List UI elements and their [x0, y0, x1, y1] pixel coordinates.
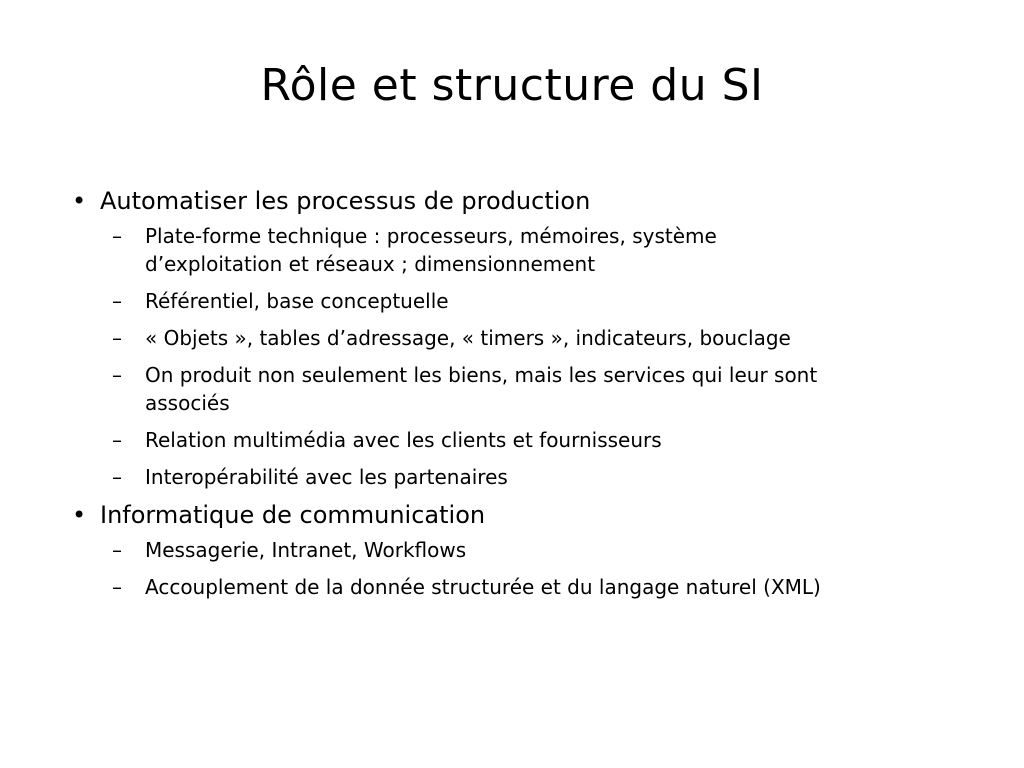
- bullet-text: Automatiser les processus de production: [100, 187, 591, 215]
- dash-icon: –: [112, 289, 122, 313]
- sub-item: [72, 287, 972, 315]
- sub-item: [72, 324, 972, 352]
- sub-list-automatiser: [72, 222, 972, 491]
- sub-item-text: Relation multimédia avec les clients et fournisseurs: [145, 428, 662, 452]
- sub-item-text: On produit non seulement les biens, mais les services qui leur sont associés: [145, 363, 818, 415]
- dash-icon: –: [112, 575, 122, 599]
- sub-item-text: Messagerie, Intranet, Workflows: [145, 538, 467, 562]
- slide-title: Rôle et structure du SI: [260, 60, 764, 111]
- dash-icon: –: [112, 538, 122, 562]
- dash-icon: –: [112, 363, 122, 387]
- sub-item: [72, 361, 972, 417]
- sub-item-text: « Objets », tables d’adressage, « timers », indicateurs, bouclage: [145, 326, 791, 350]
- dash-icon: –: [112, 428, 122, 452]
- sub-item: [72, 536, 972, 564]
- sub-list-informatique: [72, 536, 972, 601]
- bullet-icon: •: [72, 187, 87, 215]
- sub-item: [72, 222, 972, 278]
- bullet-icon: •: [72, 501, 87, 529]
- bullet-item-automatiser: [72, 186, 972, 216]
- sub-item-text: Accouplement de la donnée structurée et du langage naturel (XML): [145, 575, 821, 599]
- dash-icon: –: [112, 224, 122, 248]
- slide-content: [72, 186, 972, 610]
- sub-item-text: Interopérabilité avec les partenaires: [145, 465, 508, 489]
- sub-item: [72, 463, 972, 491]
- sub-item-text: Plate-forme technique : processeurs, mémoires, système d’exploitation et réseaux ; dimensionnement: [145, 224, 717, 276]
- dash-icon: –: [112, 326, 122, 350]
- sub-item-text: Référentiel, base conceptuelle: [145, 289, 449, 313]
- bullet-text: Informatique de communication: [100, 501, 486, 529]
- sub-item: [72, 573, 972, 601]
- bullet-item-informatique: [72, 500, 972, 530]
- sub-item: [72, 426, 972, 454]
- dash-icon: –: [112, 465, 122, 489]
